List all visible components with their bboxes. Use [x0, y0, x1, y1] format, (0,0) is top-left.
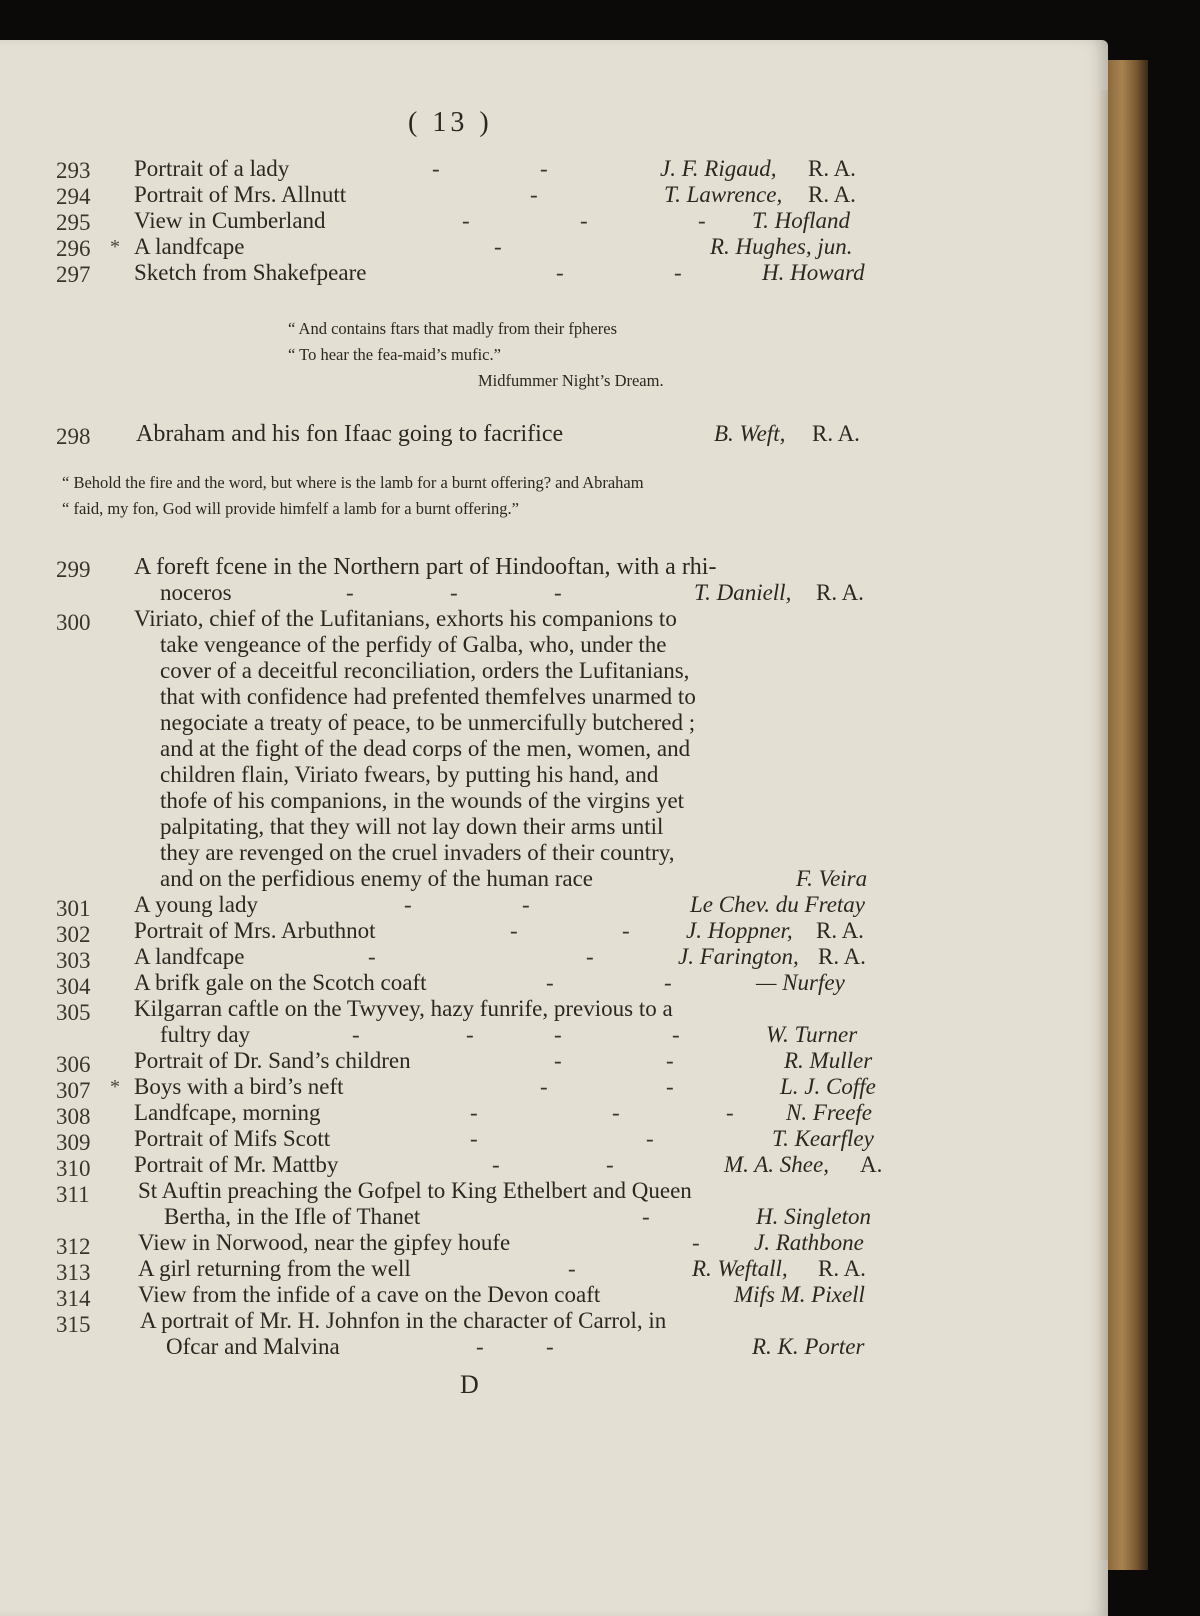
entry-artist: J. Farington,: [678, 944, 799, 969]
new-work-mark: *: [110, 1076, 120, 1098]
entry-title: View in Norwood, near the gipfey houfe: [138, 1230, 511, 1255]
entry-title: Abraham and his fon Ifaac going to facrifice: [136, 421, 564, 447]
entry-artist: R. Weftall,: [692, 1256, 788, 1281]
dash: -: [522, 892, 530, 917]
dash: -: [540, 1074, 548, 1099]
dash: -: [470, 1126, 478, 1151]
entry-title-continued: that with confidence had prefented themfelves unarmed to: [160, 684, 696, 709]
dash: -: [466, 1022, 474, 1047]
dash: -: [612, 1100, 620, 1125]
dash: -: [462, 208, 470, 233]
entry-number: 296: [56, 236, 91, 261]
entry-artist: — Nurfey: [756, 970, 845, 995]
dash: -: [476, 1334, 484, 1359]
entry-artist: R. K. Porter: [752, 1334, 865, 1359]
entry-suffix: R. A.: [816, 918, 864, 943]
entry-title: A landfcape: [134, 944, 245, 969]
entry-number: 301: [56, 896, 91, 921]
entry-number: 302: [56, 922, 91, 947]
book-cover-edge: [1108, 60, 1148, 1570]
entry-title: A landfcape: [134, 234, 245, 259]
quotation-source: Midfummer Night’s Dream.: [478, 371, 664, 390]
entry-artist: J. F. Rigaud,: [660, 156, 777, 181]
entry-title: St Auftin preaching the Gofpel to King Ethelbert and Queen: [138, 1178, 692, 1203]
dash: -: [586, 944, 594, 969]
entry-title: Portrait of a lady: [134, 156, 290, 181]
entry-title: A foreft fcene in the Northern part of Hindooftan, with a rhi-: [134, 554, 717, 580]
dash: -: [352, 1022, 360, 1047]
dash: -: [540, 156, 548, 181]
dash: -: [432, 156, 440, 181]
entry-title: Kilgarran caftle on the Twyvey, hazy funrife, previous to a: [134, 996, 673, 1021]
entry-title-continued: they are revenged on the cruel invaders of their country,: [160, 840, 675, 865]
dash: -: [568, 1256, 576, 1281]
entry-artist: Le Chev. du Fretay: [690, 892, 866, 917]
new-work-mark: *: [110, 236, 120, 258]
page-number: ( 13 ): [408, 107, 493, 138]
entry-number: 314: [56, 1286, 91, 1311]
dash: -: [666, 1048, 674, 1073]
entry-artist: T. Kearfley: [772, 1126, 874, 1151]
entry-title-continued: noceros: [160, 580, 232, 605]
dash: -: [672, 1022, 680, 1047]
entry-artist: B. Weft,: [714, 421, 786, 446]
entry-number: 308: [56, 1104, 91, 1129]
dash: -: [674, 260, 682, 285]
dash: -: [622, 918, 630, 943]
entry-title: Portrait of Mrs. Allnutt: [134, 182, 347, 207]
dash: -: [346, 580, 354, 605]
entry-artist: T. Hofland: [752, 208, 850, 233]
dash: -: [510, 918, 518, 943]
dash: -: [554, 1048, 562, 1073]
entry-artist: H. Howard: [762, 260, 865, 285]
entry-artist: T. Daniell,: [694, 580, 792, 605]
entry-suffix: R. A.: [812, 421, 860, 446]
dash: -: [546, 970, 554, 995]
dash: -: [470, 1100, 478, 1125]
dash: -: [646, 1126, 654, 1151]
entry-title: Portrait of Dr. Sand’s children: [134, 1048, 411, 1073]
dash: -: [530, 182, 538, 207]
entry-artist: R. Muller: [784, 1048, 873, 1073]
entry-title-continued: take vengeance of the perfidy of Galba, who, under the: [160, 632, 667, 657]
entry-title: Boys with a bird’s neft: [134, 1074, 344, 1099]
signature-mark: D: [460, 1370, 479, 1399]
entry-artist: T. Lawrence,: [664, 182, 783, 207]
dash: -: [554, 580, 562, 605]
entry-title: A girl returning from the well: [138, 1256, 411, 1281]
entry-suffix: R. A.: [808, 182, 856, 207]
entry-title: A young lady: [134, 892, 258, 917]
entry-number: 294: [56, 184, 91, 209]
entry-number: 299: [56, 557, 91, 582]
entry-suffix: R. A.: [808, 156, 856, 181]
entry-title: Viriato, chief of the Lufitanians, exhorts his companions to: [134, 606, 677, 631]
entry-number: 298: [56, 424, 91, 449]
entry-title-continued: thofe of his companions, in the wounds of the virgins yet: [160, 788, 685, 813]
entry-artist: F. Veira: [796, 866, 868, 891]
entry-title: Portrait of Mr. Mattby: [134, 1152, 339, 1177]
entry-title: Portrait of Mrs. Arbuthnot: [134, 918, 376, 943]
dash: -: [664, 970, 672, 995]
dash: -: [546, 1334, 554, 1359]
entry-number: 303: [56, 948, 91, 973]
dash: -: [556, 260, 564, 285]
entry-title-continued: palpitating, that they will not lay down their arms until: [160, 814, 664, 839]
dash: -: [492, 1152, 500, 1177]
entry-title: A portrait of Mr. H. Johnfon in the character of Carrol, in: [140, 1308, 667, 1333]
entry-artist: W. Turner: [766, 1022, 858, 1047]
entry-number: 297: [56, 262, 91, 287]
entry-number: 307: [56, 1078, 91, 1103]
entry-artist: J. Hoppner,: [686, 918, 793, 943]
dash: -: [404, 892, 412, 917]
entry-artist: J. Rathbone: [754, 1230, 864, 1255]
entry-title-continued: children flain, Viriato fwears, by putting his hand, and: [160, 762, 659, 787]
entry-number: 310: [56, 1156, 91, 1181]
entry-title-continued: and on the perfidious enemy of the human race: [160, 866, 594, 891]
entry-artist: M. A. Shee,: [724, 1152, 829, 1177]
entry-artist: R. Hughes, jun.: [710, 234, 853, 259]
dash: -: [368, 944, 376, 969]
entry-artist: H. Singleton: [756, 1204, 871, 1229]
dash: -: [606, 1152, 614, 1177]
entry-suffix: R. A.: [818, 944, 866, 969]
dash: -: [666, 1074, 674, 1099]
entry-title: View from the infide of a cave on the Devon coaft: [138, 1282, 601, 1307]
entry-title: Portrait of Mifs Scott: [134, 1126, 331, 1151]
entry-number: 311: [56, 1182, 90, 1207]
entry-number: 306: [56, 1052, 91, 1077]
entry-number: 300: [56, 610, 91, 635]
dash: -: [726, 1100, 734, 1125]
entry-number: 315: [56, 1312, 91, 1337]
dash: -: [642, 1204, 650, 1229]
entry-number: 313: [56, 1260, 91, 1285]
dash: -: [494, 234, 502, 259]
entry-title-continued: fultry day: [160, 1022, 251, 1047]
entry-suffix: R. A.: [818, 1256, 866, 1281]
entry-number: 305: [56, 1000, 91, 1025]
dash: -: [554, 1022, 562, 1047]
entry-title-continued: cover of a deceitful reconciliation, orders the Lufitanians,: [160, 658, 690, 683]
entry-number: 304: [56, 974, 91, 999]
entry-title-continued: Bertha, in the Ifle of Thanet: [164, 1204, 421, 1229]
entry-title: View in Cumberland: [134, 208, 326, 233]
entry-title-continued: negociate a treaty of peace, to be unmercifully butchered ;: [160, 710, 696, 735]
entry-suffix: A.: [860, 1152, 883, 1177]
entry-number: 309: [56, 1130, 91, 1155]
entry-title-continued: and at the fight of the dead corps of the men, women, and: [160, 736, 691, 761]
quotation-line: “ Behold the fire and the word, but where is the lamb for a burnt offering? and Abraham: [62, 473, 644, 492]
entry-suffix: R. A.: [816, 580, 864, 605]
quotation-line: “ To hear the fea-maid’s mufic.”: [288, 345, 501, 364]
quotation-line: “ faid, my fon, God will provide himfelf a lamb for a burnt offering.”: [62, 499, 519, 518]
entry-artist: Mifs M. Pixell: [734, 1282, 865, 1307]
quotation-line: “ And contains ftars that madly from their fpheres: [288, 319, 617, 338]
dash: -: [450, 580, 458, 605]
entry-title-continued: Ofcar and Malvina: [166, 1334, 340, 1359]
entry-title: Sketch from Shakefpeare: [134, 260, 367, 285]
entry-number: 295: [56, 210, 91, 235]
dash: -: [692, 1230, 700, 1255]
entry-title: Landfcape, morning: [134, 1100, 321, 1125]
entry-number: 293: [56, 158, 91, 183]
entry-title: A brifk gale on the Scotch coaft: [134, 970, 427, 995]
dash: -: [698, 208, 706, 233]
entry-number: 312: [56, 1234, 91, 1259]
dash: -: [580, 208, 588, 233]
entry-artist: L. J. Coffe: [780, 1074, 876, 1099]
entry-artist: N. Freefe: [786, 1100, 873, 1125]
